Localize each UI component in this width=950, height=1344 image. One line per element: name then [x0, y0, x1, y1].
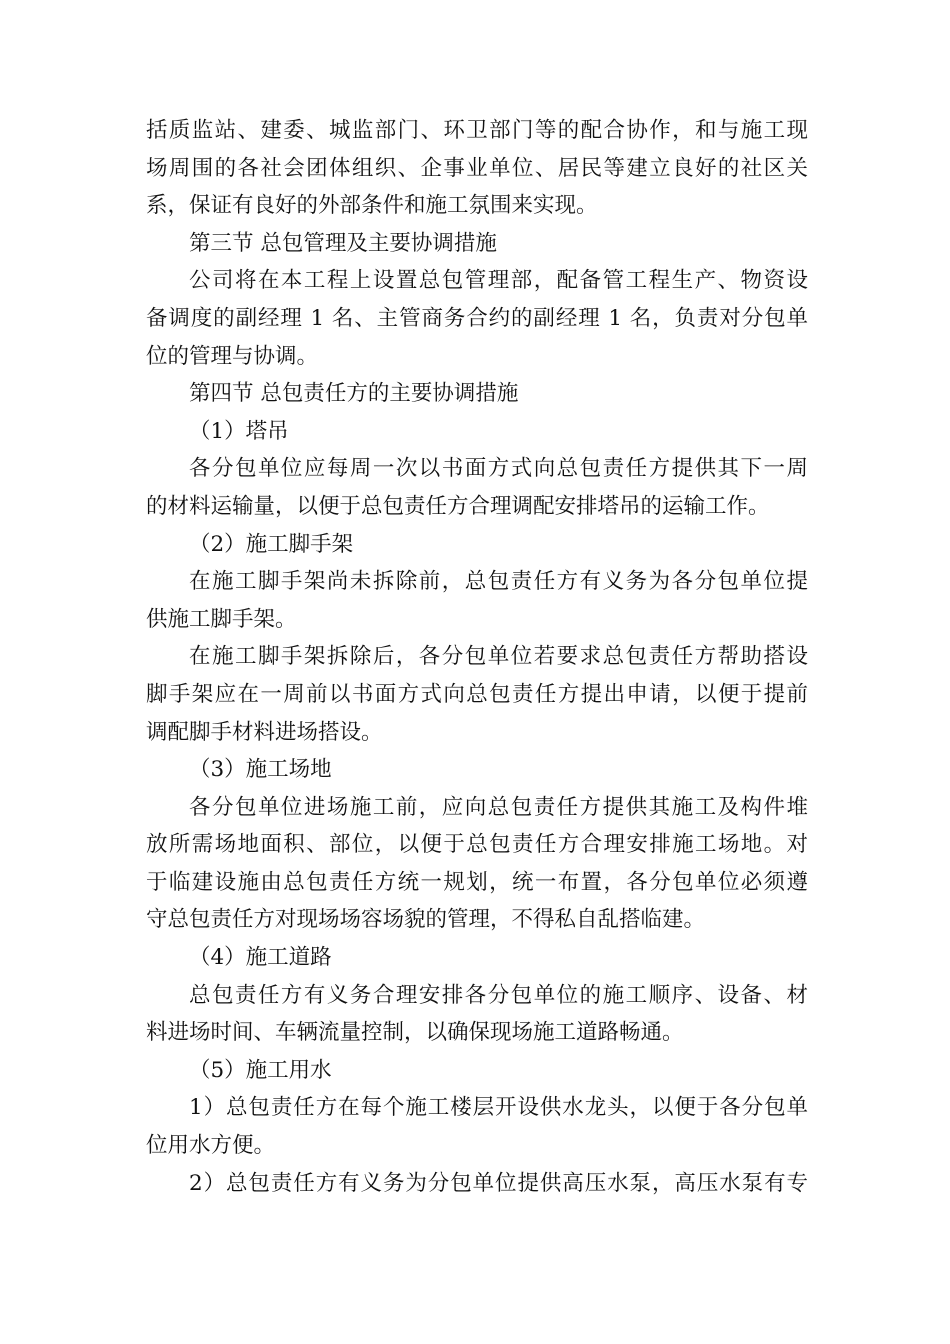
text-line: 料进场时间、车辆流量控制，以确保现场施工道路畅通。: [146, 1020, 684, 1046]
document-page: [146, 112, 808, 1202]
text-line: 括质监站、建委、城监部门、环卫部门等的配合协作，和与施工现: [146, 118, 808, 143]
section-heading: 第三节 总包管理及主要协调措施: [189, 230, 497, 256]
text-line: 公司将在本工程上设置总包管理部，配备管工程生产、物资设: [189, 268, 808, 294]
text-line: 各分包单位进场施工前，应向总包责任方提供其施工及构件堆: [189, 794, 808, 820]
text-line: 的材料运输量，以便于总包责任方合理调配安排塔吊的运输工作。: [146, 493, 770, 519]
text-line: 于临建设施由总包责任方统一规划，统一布置，各分包单位必须遵: [146, 869, 808, 895]
text-line: 在施工脚手架尚未拆除前，总包责任方有义务为各分包单位提: [189, 569, 808, 595]
text-line: 系，保证有良好的外部条件和施工氛围来实现。: [146, 193, 598, 219]
subsection-heading: （4）施工道路: [189, 945, 332, 971]
text-line: 位用水方便。: [146, 1133, 276, 1159]
text-line: 1）总包责任方在每个施工楼层开设供水龙头，以便于各分包单: [189, 1095, 808, 1121]
text-line: 总包责任方有义务合理安排各分包单位的施工顺序、设备、材: [189, 982, 808, 1008]
text-line: 脚手架应在一周前以书面方式向总包责任方提出申请，以便于提前: [146, 681, 808, 707]
text-line: 备调度的副经理 1 名、主管商务合约的副经理 1 名，负责对分包单: [146, 305, 808, 331]
text-line: 场周围的各社会团体组织、企事业单位、居民等建立良好的社区关: [146, 155, 808, 181]
subsection-heading: （2）施工脚手架: [189, 531, 354, 557]
subsection-heading: （5）施工用水: [189, 1057, 332, 1083]
text-line: 放所需场地面积、部位，以便于总包责任方合理安排施工场地。对: [146, 832, 808, 858]
text-line: 守总包责任方对现场场容场貌的管理，不得私自乱搭临建。: [146, 907, 706, 933]
section-heading: 第四节 总包责任方的主要协调措施: [189, 381, 519, 407]
text-line: 位的管理与协调。: [146, 343, 319, 369]
text-line: 供施工脚手架。: [146, 606, 297, 632]
text-line: 2）总包责任方有义务为分包单位提供高压水泵，高压水泵有专: [189, 1170, 808, 1196]
text-line: 各分包单位应每周一次以书面方式向总包责任方提供其下一周: [189, 456, 808, 482]
text-line: 在施工脚手架拆除后，各分包单位若要求总包责任方帮助搭设: [189, 644, 808, 670]
subsection-heading: （1）塔吊: [189, 418, 289, 444]
subsection-heading: （3）施工场地: [189, 757, 332, 783]
text-line: 调配脚手材料进场搭设。: [146, 719, 383, 745]
